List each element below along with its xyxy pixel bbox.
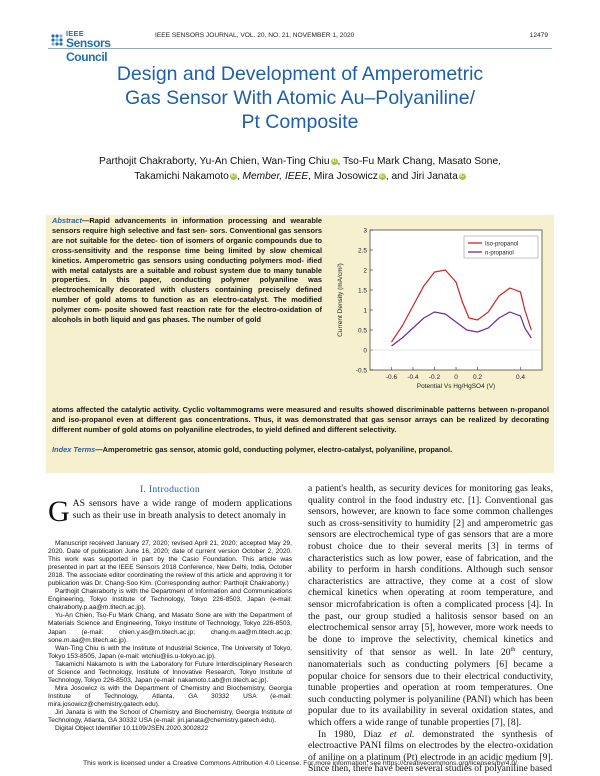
logo-sensors-council-text: Sensors Council: [66, 36, 111, 64]
y-tick-label: 1: [363, 307, 367, 315]
orcid-icon[interactable]: iD: [459, 173, 465, 179]
abstract-lead: Abstract: [52, 216, 82, 225]
title-line: Pt Composite: [241, 111, 359, 133]
x-tick-label: -0.2: [428, 374, 441, 381]
title-line: Gas Sensor With Atomic Au–Polyaniline/: [124, 87, 476, 109]
abstract-line: due to many tunable properties. In this paper, conducting: [52, 265, 322, 285]
abstract-line: polymer polyaniline was electrochemically decorated with: [52, 275, 322, 295]
intro-paragraph: [48, 495, 292, 528]
index-terms: [52, 445, 549, 455]
y-axis-label: Current Density (mA/cm²): [337, 263, 344, 337]
member-grade: Member, IEEE: [242, 171, 309, 182]
ieee-sensors-council-logo: [50, 28, 150, 64]
body-text: demonstrated the synthesis of electroactive PANI films on electrodes by the electro-oxidation of aniline on a platinum (Pt) electrode in an acidic medium [9]. Since then, there have been several studies of polyaniline based: [308, 728, 553, 775]
page-number: 12479: [529, 32, 548, 39]
body-text: century, nanomaterials such as conducting polymers [6] became a popular choice for sensors due to their electrical conductivity, tunable properties and operation at room temperatures. One such conducting polymer is polyaniline (PANI) which has been popular due to its availability in several oxidation states, and which offers a wide range of tunable properties [7], [8].: [308, 647, 553, 729]
orcid-icon[interactable]: iD: [230, 173, 236, 179]
dropcap: G: [48, 495, 70, 528]
abstract-lines: [52, 216, 322, 324]
author-text: ,: [236, 171, 243, 182]
x-tick-label: 0.4: [515, 374, 526, 381]
author-text: , and Jiri Janata: [385, 171, 458, 182]
abstract-line: and wearable sensors require high selective and fast sen-: [52, 216, 323, 235]
abstract-line: to function as an electro-catalyst. The modified polymer com-: [52, 295, 322, 315]
abstract-line: Rapid advancements in information processing: [89, 216, 273, 225]
license-footer: This work is licensed under a Creative Commons Attribution 4.0 License. For more information, see https://creativecommons.org/licenses/by/4.0/: [82, 760, 518, 767]
y-tick-label: -0.5: [355, 367, 367, 375]
orcid-icon[interactable]: iD: [331, 158, 337, 164]
footnote: Digital Object Identifier 10.1109/JSEN.2020.3002822: [55, 725, 209, 733]
header-rule: [48, 48, 552, 49]
author-text: Parthojit Chakraborty, Yu-An Chien, Wan-Ting Chiu: [99, 156, 330, 167]
author-list: [60, 154, 540, 184]
body-paragraph: [308, 483, 553, 729]
y-tick-label: 1.5: [357, 287, 367, 295]
body-paragraph: [308, 729, 553, 775]
abstract-line: tion of isomers of organic compounds due to cross-sensitivity: [52, 235, 322, 255]
logo-dots-icon: [50, 33, 64, 47]
y-tick-label: 0.5: [357, 327, 367, 335]
x-tick-label: -0.6: [385, 374, 398, 381]
y-tick-label: 2: [363, 267, 367, 275]
logo-ieee-text: IEEE: [66, 29, 84, 38]
author-text: , Tso-Fu Mark Chang, Masato Sone,: [337, 156, 501, 167]
abstract-tail: atoms affected the catalytic activity. Cyclic voltammograms were measured and results showed discriminable patterns between n-propanol and iso-propanol even at different gas concentrations. Thus, it was demonstrated that gas sensor arrays can be realized by decorating different number of gold atoms on polyaniline electrodes, to yield defined and different selectivity.: [52, 405, 549, 434]
index-terms-text: Amperometric gas sensor, atomic gold, conducting polymer, electro-catalyst, polyaniline, propanol.: [102, 445, 453, 454]
abstract-dash: —: [81, 216, 90, 225]
journal-header: IEEE SENSORS JOURNAL, VOL. 20, NO. 21, NOVEMBER 1, 2020: [155, 32, 355, 39]
emphasis: et al.: [389, 728, 415, 740]
footnote: Manuscript received January 27, 2020; revised April 21, 2020; accepted May 29, 2020. Date of publication June 16, 2020; date of current version October 2, 2020. This work was supported in part by the Casio Foundation. This article was presented in part at the IEEE Sensors 2018 Conference, New Delhi, India, October 2018. The associate editor coordinating the review of this article and approving it for publication was Dr. Chang-Soo Kim. (Corresponding author: Parthojit Chakraborty.): [48, 540, 292, 588]
author-text: , Mira Josowicz: [308, 171, 378, 182]
x-tick-label: 0: [454, 374, 458, 381]
legend-entry: n-propanol: [485, 250, 514, 257]
body-text: In 1980, Diaz: [318, 728, 390, 740]
footnote: Jiri Janata is with the School of Chemistry and Biochemistry, Georgia Institute of Technology, Atlanta, GA 30332 USA (e-mail: jiri.janata@chemistry.gatech.edu).: [48, 708, 292, 725]
abstract-line: ified with metal catalysts are a suitable and robust system: [52, 255, 323, 275]
body-column-right: [308, 483, 553, 775]
y-tick-label: 0: [363, 347, 367, 355]
index-terms-dash: —: [95, 445, 103, 454]
x-tick-label: 0.2: [472, 374, 483, 381]
paper-title: [48, 62, 552, 134]
abstract-line: and the response time being limited by slow chemical kinetics.: [52, 245, 322, 265]
superscript: th: [510, 647, 516, 654]
title-line: Design and Development of Amperometric: [116, 63, 484, 85]
abstract-line: posite showed fast reaction rate for the electro-oxidation of: [104, 305, 322, 315]
footnote: Parthojit Chakraborty is with the Department of Information and Communications Engineering, Tokyo Institute of Technology, Tokyo 226-8503, Japan (e-mail: chakraborty.p.aa@m.titech.ac.jp).: [48, 588, 292, 612]
abstract-text: [52, 216, 322, 325]
abstract-line: sors. Conventional gas sensors are not suitable for the detec-: [52, 225, 322, 245]
author-text: Takamichi Nakamoto: [134, 171, 229, 182]
body-text: a patient's health, as security devices for monitoring gas leaks, quality control in the food industry etc. [1]. Conventional gas sensors, however, are known to face some common challenges such as cross-sensitivity to humidity [2] and amperometric gas sensors are electrochemical type of gas sensors that are a more robust choice due to their several merits [3] in terms of characteristics such as low power, ease of fabrication, and the ability to perform in harsh conditions. Although such sensor characteristics are attractive, they come at a cost of slow chemical kinetics when operating at room temperature, and sensor microfabrication is often a complicated process [4]. In the past, our group studied a halitosis sensor based on an electrochemical sensor array [5], however, more work needs to be done to improve the selectivity, chemical kinetics and sensitivity of that sensor as well. In late 20: [308, 483, 553, 659]
orcid-icon[interactable]: iD: [379, 173, 385, 179]
footnote: Mira Josowicz is with the Department of Chemistry and Biochemistry, Georgia Institute of Technology, Atlanta, GA 30332 USA (e-mail: mira.josowicz@chemistry.gatech.edu).: [48, 684, 292, 708]
index-terms-lead: Index Terms: [52, 445, 96, 454]
y-tick-label: 3: [363, 227, 367, 235]
footnotes: [48, 540, 292, 733]
abstract-line: clusters containing precisely defined number of gold atoms: [52, 285, 322, 305]
x-axis-label: Potential Vs Hg/HgSO4 (V): [416, 383, 496, 390]
footnote: Takamichi Nakamoto is with the Laboratory for Future Interdisciplinary Research of Science and Technology, Institute of Innovative Research, Tokyo Institute of Technology, Tokyo 226-8503, Japan (e-mail: nakamoto.t.ab@m.titech.ac.jp).: [48, 660, 292, 684]
x-tick-label: -0.4: [407, 374, 419, 381]
y-tick-label: 2.5: [357, 247, 367, 255]
abstract-line: Amperometric gas sensors using conducting polymers mod-: [84, 255, 307, 265]
footnote: Wan-Ting Chiu is with the Institute of Industrial Science, The University of Tokyo, Tokyo 153-8505, Japan (e-mail: wtchiu@iis.u-tokyo.ac.jp).: [48, 644, 292, 660]
intro-text: AS sensors have a wide range of modern applications such as their use in breath analysis to detect anomaly in: [72, 498, 292, 521]
legend-entry: Iso-propanol: [485, 241, 519, 248]
abstract-line: alcohols in both liquid and gas phases. The number of gold: [52, 315, 262, 325]
voltammogram-chart: [330, 222, 552, 402]
section-heading-introduction: I. Introduction: [140, 484, 200, 495]
footnote: Yu-An Chien, Tso-Fu Mark Chang, and Masato Sone are with the Department of Materials Science and Engineering, Tokyo Institute of Technology, Tokyo 226-8503, Japan (e-mail: chien.y.as@m.titech.ac.jp; chang.m.aa@m.titech.ac.jp; sone.m.aa@m.titech.ac.jp).: [48, 612, 292, 644]
